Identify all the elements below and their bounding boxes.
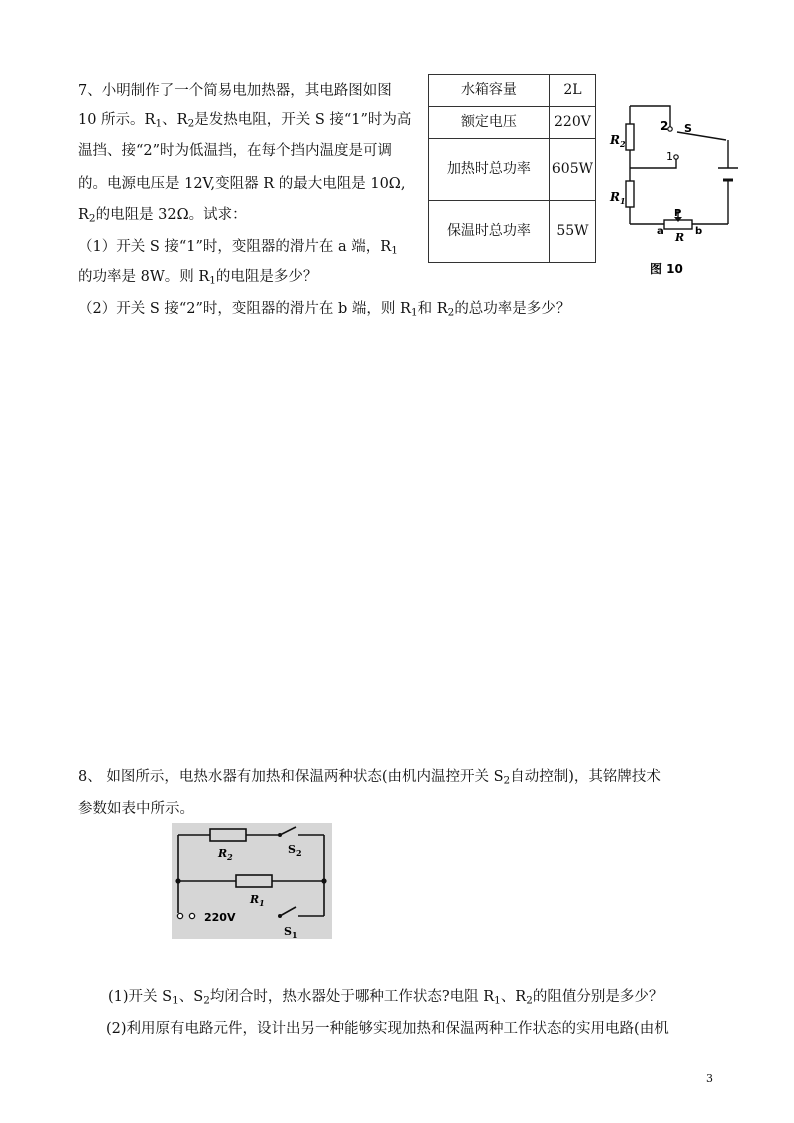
terminal-1 — [674, 155, 678, 159]
q7-line-4: 的。电源电压是 12V,变阻器 R 的最大电阻是 10Ω, — [78, 176, 406, 192]
table-row — [429, 201, 596, 263]
label-220v: 220V — [204, 911, 236, 924]
table-row — [429, 107, 596, 139]
label-r1: $R_1$ — [250, 893, 265, 908]
page-number: 3 — [706, 1072, 713, 1085]
spec-value: 55W — [549, 201, 595, 263]
q7-line-5: $R_2$的电阻是 32Ω。试求： — [78, 207, 247, 225]
q8-part-1: (1)开关 $S_1$、$S_2$均闭合时，热水器处于哪种工作状态?电阻 $R_1$、$R_2$的阻值分别是多少？ — [108, 989, 664, 1007]
junction-right — [321, 878, 326, 883]
switch-s1-pivot — [278, 914, 282, 918]
spec-key: 水箱容量 — [429, 75, 550, 107]
terminal-left — [177, 913, 182, 918]
figure-10-circuit — [600, 96, 750, 281]
label-r1: $R_1$ — [610, 190, 626, 206]
label-r2: $R_2$ — [610, 133, 626, 149]
q8-line-2: 参数如表中所示。 — [78, 801, 194, 817]
q7-line-3: 温挡、接“2”时为低温挡，在每个挡内温度是可调 — [78, 143, 393, 159]
table-row — [429, 75, 596, 107]
label-s2: $S_2$ — [288, 843, 302, 858]
q7-line-1: 7、小明制作了一个简易电加热器，其电路图如图 — [78, 83, 392, 99]
spec-value: 220V — [549, 107, 595, 139]
figure-8-circuit — [172, 823, 332, 939]
q7-line-7: 的功率是 8W。则 $R_1$的电阻是多少？ — [78, 269, 318, 287]
junction-left — [175, 878, 180, 883]
label-end-b: b — [695, 226, 703, 237]
spec-value: 2L — [549, 75, 595, 107]
terminal-2 — [668, 127, 672, 131]
q7-line-8: （2）开关 S 接“2”时，变阻器的滑片在 b 端，则 $R_1$和 $R_2$的总功率是多少？ — [78, 301, 571, 319]
q7-line-6: （1）开关 S 接“1”时，变阻器的滑片在 a 端，$R_1$ — [78, 239, 398, 257]
q8-line-1: 8、 如图所示，电热水器有加热和保温两种状态(由机内温控开关 $S_2$自动控制)，其铭牌技术 — [78, 769, 661, 787]
resistor-r1 — [626, 181, 634, 207]
spec-value: 605W — [549, 139, 595, 201]
spec-key: 加热时总功率 — [429, 139, 550, 201]
label-s1: $S_1$ — [284, 925, 298, 939]
label-end-a: a — [657, 226, 664, 237]
label-rheostat-r: R — [675, 231, 685, 244]
label-slider-p: P — [674, 208, 682, 219]
figure-10-caption: 图 10 — [650, 262, 683, 276]
terminal-right — [189, 913, 194, 918]
resistor-r2 — [626, 124, 634, 150]
label-terminal-2: 2 — [660, 119, 669, 133]
spec-key: 额定电压 — [429, 107, 550, 139]
label-terminal-1: 1 — [666, 150, 673, 163]
q8-part-2: (2)利用原有电路元件，设计出另一种能够实现加热和保温两种工作状态的实用电路(由机 — [106, 1021, 669, 1037]
q7-line-2: 10 所示。$R_1$、$R_2$是发热电阻，开关 S 接“1”时为高 — [78, 112, 412, 130]
spec-key: 保温时总功率 — [429, 201, 550, 263]
label-r2: $R_2$ — [218, 847, 233, 862]
table-row — [429, 139, 596, 201]
label-switch-s: S — [684, 122, 692, 135]
switch-s2-pivot — [278, 833, 282, 837]
spec-table — [428, 74, 596, 263]
